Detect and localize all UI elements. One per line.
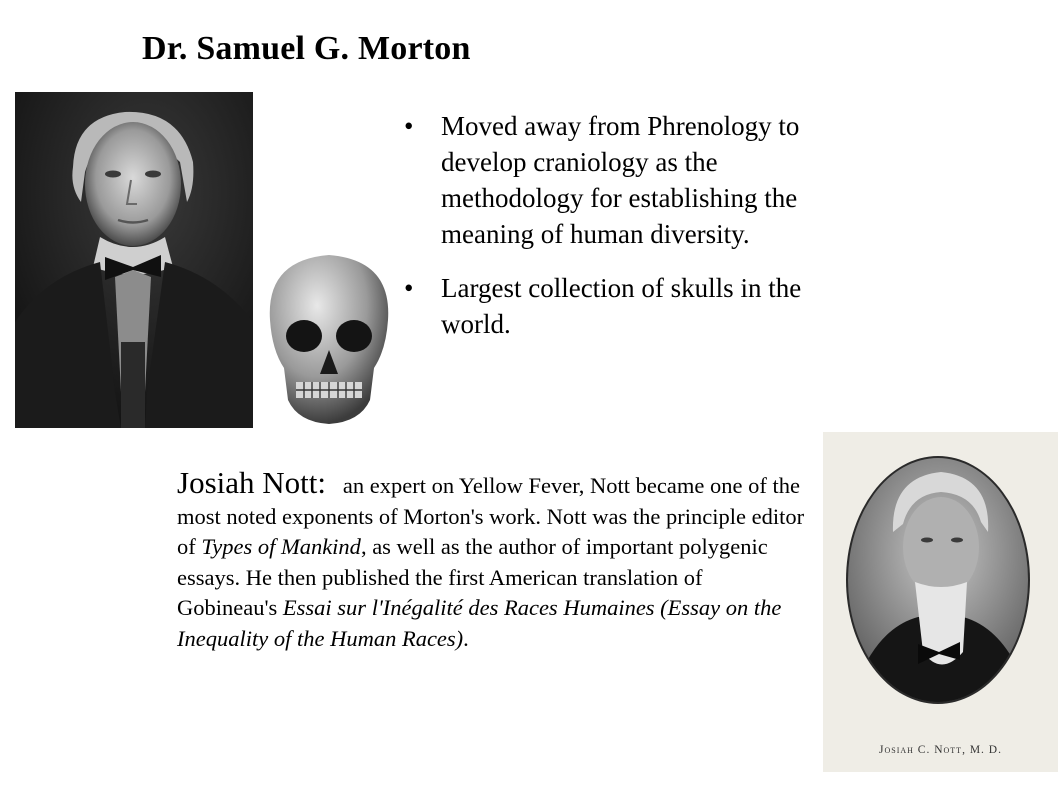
portrait-caption: Josiah C. Nott, M. D. <box>879 744 1002 756</box>
nott-name: Josiah Nott <box>177 465 318 500</box>
bullet-dot: • <box>404 111 414 141</box>
nott-text-1: an expert on Yellow Fever, Nott became one of the most noted exponents of Morton's work. Nott was the principle editor of <box>177 473 805 559</box>
nott-text-2: , as well as the author of important polygenic essays. He then published the first American translation of Gobineau's <box>177 534 768 620</box>
book-title-types-of-mankind: Types of Mankind <box>201 534 361 559</box>
bullet-list <box>400 108 845 360</box>
bullet-text: Largest collection of skulls in the world. <box>441 273 802 339</box>
morton-portrait <box>15 92 253 428</box>
nott-text-end: . <box>463 625 469 651</box>
bullet-item <box>400 270 845 342</box>
nott-portrait <box>823 432 1058 772</box>
slide-title: Dr. Samuel G. Morton <box>142 30 471 67</box>
skull-image <box>262 250 396 428</box>
bullet-text: Moved away from Phrenology to develop craniology as the methodology for establishing the meaning of human diversity. <box>441 111 800 249</box>
bullet-dot: • <box>404 273 414 303</box>
nott-paragraph <box>177 465 807 654</box>
nott-colon: : <box>317 465 326 500</box>
bullet-item <box>400 108 845 252</box>
book-title-essai: Essai sur l'Inégalité des Races Humaines (Essay on the Inequality of the Human Races) <box>177 595 782 651</box>
